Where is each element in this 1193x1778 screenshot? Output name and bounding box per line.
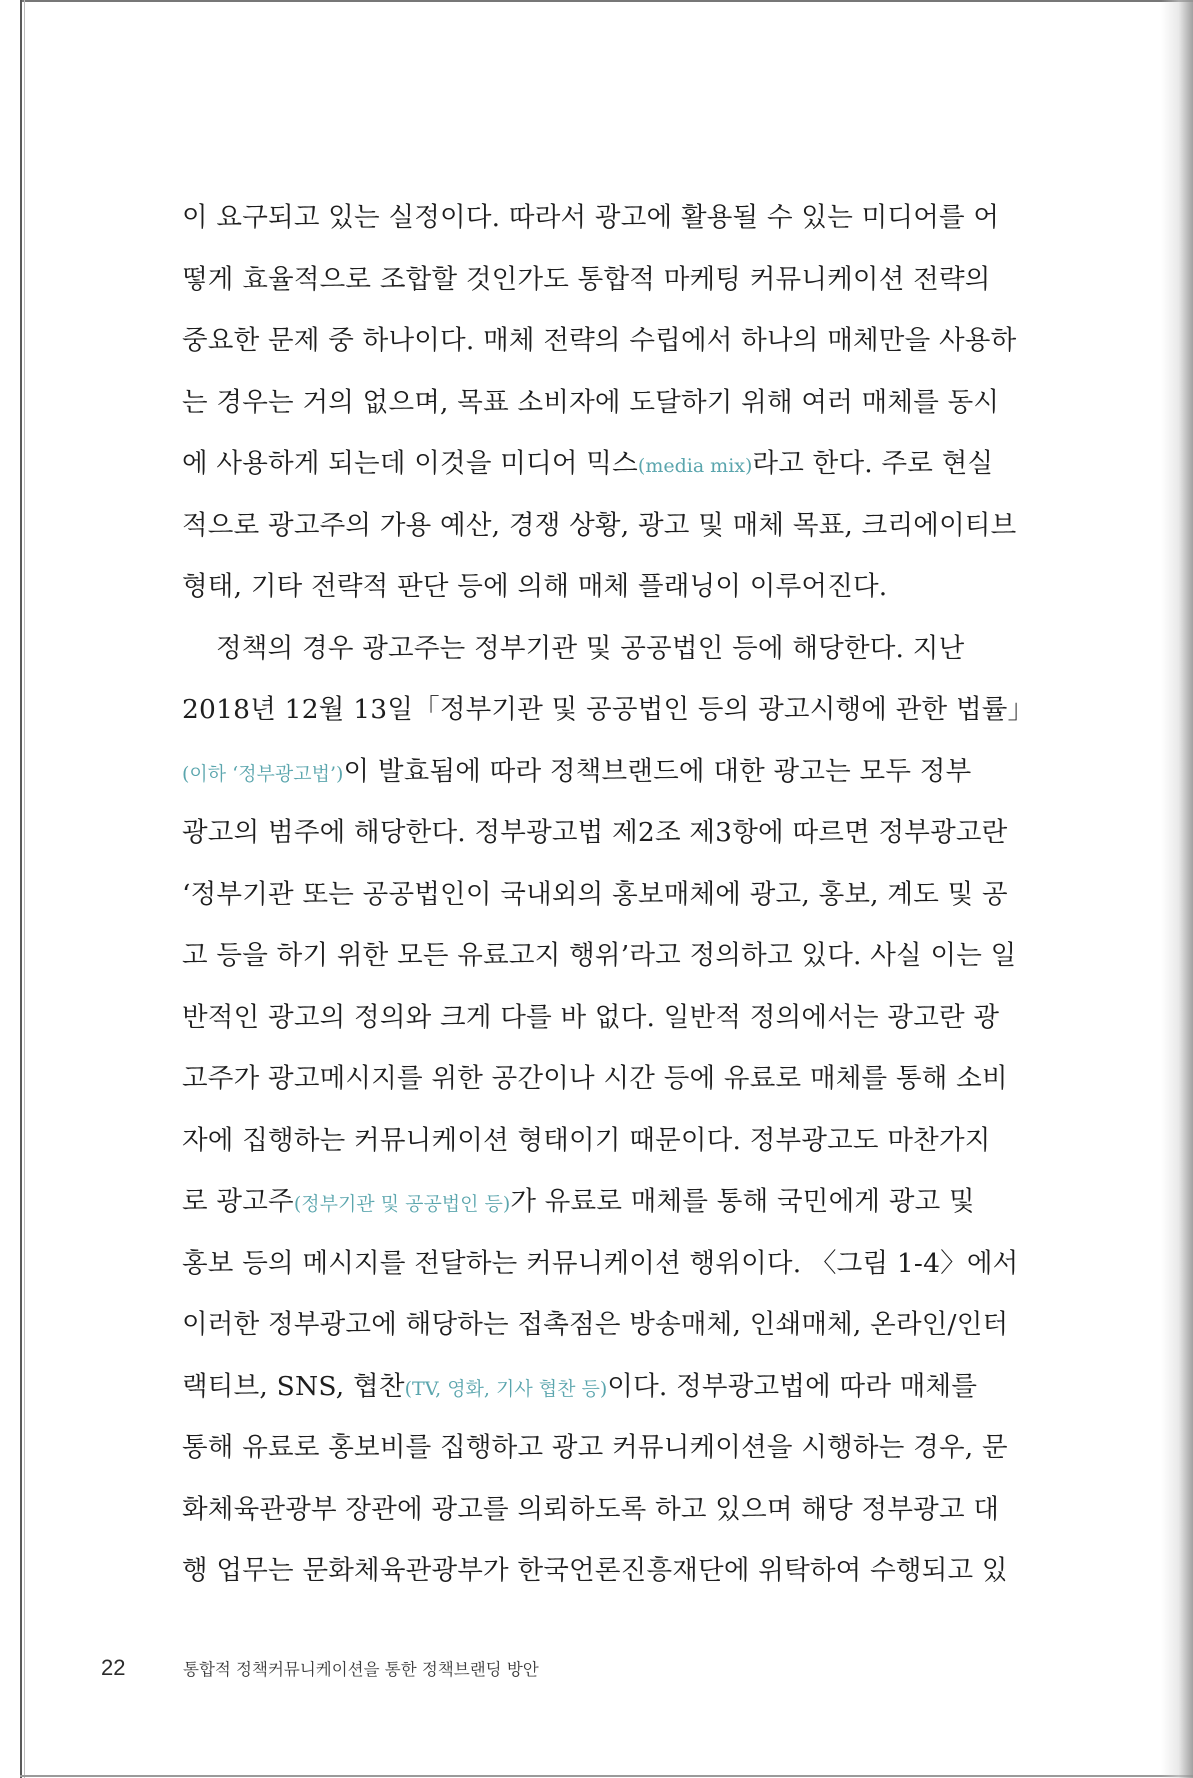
text-line xyxy=(182,372,1000,434)
inline-note: (정부기관 및 공공법인 등) xyxy=(293,1193,511,1215)
page-top-edge xyxy=(20,0,1193,2)
text-segment: 2018년 12월 13일「정부기관 및 공공법인 등의 광고시행에 관한 법률」 xyxy=(182,694,1035,725)
text-segment: 이다. 정부광고법에 따라 매체를 xyxy=(607,1370,978,1402)
text-segment: 는 경우는 거의 없으며, 목표 소비자에 도달하기 위해 여러 매체를 동시 xyxy=(182,386,1000,418)
text-line xyxy=(182,1356,992,1418)
text-segment: 라고 한다. 주로 현실 xyxy=(752,448,994,479)
text-segment: 이 발효됨에 따라 정책브랜드에 대한 광고는 모두 정부 xyxy=(343,755,972,787)
text-segment: 정책의 경우 광고주는 정부기관 및 공공법인 등에 해당한다. 지난 xyxy=(216,632,965,664)
text-segment: ‘정부기관 또는 공공법인이 국내외의 홍보매체에 광고, 홍보, 계도 및 공 xyxy=(182,878,1008,910)
text-line xyxy=(182,1110,992,1172)
text-segment: 가 유료로 매체를 통해 국민에게 광고 및 xyxy=(510,1186,975,1217)
text-segment: 중요한 문제 중 하나이다. 매체 전략의 수립에서 하나의 매체만을 사용하 xyxy=(182,325,1017,356)
page-number: 22 xyxy=(101,1655,126,1680)
inline-note: (이하 ‘정부광고법’) xyxy=(182,762,344,785)
text-segment: 행 업무는 문화체육관광부가 한국언론진흥재단에 위탁하여 수행되고 있 xyxy=(182,1555,1008,1586)
text-line xyxy=(182,556,992,618)
text-segment: 고 등을 하기 위한 모든 유료고지 행위’라고 정의하고 있다. 사실 이는 일 xyxy=(182,940,1017,971)
text-line xyxy=(182,1171,992,1233)
text-line xyxy=(182,741,992,803)
page-bottom-edge xyxy=(20,1775,1193,1777)
text-line xyxy=(182,433,992,495)
text-segment: 반적인 광고의 정의와 크게 다를 바 없다. 일반적 정의에서는 광고란 광 xyxy=(182,1001,1000,1033)
text-segment: 광고의 범주에 해당한다. 정부광고법 제2조 제3항에 따르면 정부광고란 xyxy=(182,817,1008,848)
text-line xyxy=(182,802,1008,864)
running-title: 통합적 정책커뮤니케이션을 통한 정책브랜딩 방안 xyxy=(183,1660,539,1679)
text-line xyxy=(182,864,1008,926)
page-left-edge-inner xyxy=(24,0,25,1778)
inline-note: (media mix) xyxy=(637,455,753,477)
text-line xyxy=(182,310,1017,372)
text-segment: 이 요구되고 있는 실정이다. 따라서 광고에 활용될 수 있는 미디어를 어 xyxy=(182,202,1000,233)
text-line xyxy=(182,987,1000,1049)
page-gutter-shadow xyxy=(1161,0,1193,1778)
text-segment: 적으로 광고주의 가용 예산, 경쟁 상황, 광고 및 매체 목표, 크리에이티브 xyxy=(182,509,1017,541)
text-line xyxy=(182,679,1035,741)
body-text xyxy=(182,187,1035,1602)
page-left-edge xyxy=(20,0,22,1778)
text-line xyxy=(182,187,1000,249)
text-segment: 랙티브, SNS, 협찬 xyxy=(182,1370,405,1402)
text-line xyxy=(182,1479,1000,1541)
text-segment: 화체육관광부 장관에 광고를 의뢰하도록 하고 있으며 해당 정부광고 대 xyxy=(182,1493,1000,1525)
text-segment: 형태, 기타 전략적 판단 등에 의해 매체 플래닝이 이루어진다. xyxy=(182,571,888,602)
text-line xyxy=(182,925,1017,987)
text-segment: 떻게 효율적으로 조합할 것인가도 통합적 마케팅 커뮤니케이션 전략의 xyxy=(182,263,991,295)
inline-note: (TV, 영화, 기사 협찬 등) xyxy=(404,1377,608,1400)
text-segment: 자에 집행하는 커뮤니케이션 형태이기 때문이다. 정부광고도 마찬가지 xyxy=(182,1124,991,1156)
text-segment: 로 광고주 xyxy=(182,1186,294,1217)
text-line xyxy=(182,1417,1008,1479)
text-segment: 이러한 정부광고에 해당하는 접촉점은 방송매체, 인쇄매체, 온라인/인터 xyxy=(182,1309,1009,1340)
text-segment: 홍보 등의 메시지를 전달하는 커뮤니케이션 행위이다. 〈그림 1-4〉에서 xyxy=(182,1247,1019,1279)
text-segment: 통해 유료로 홍보비를 집행하고 광고 커뮤니케이션을 시행하는 경우, 문 xyxy=(182,1432,1008,1463)
text-line xyxy=(182,1233,1019,1295)
text-line xyxy=(182,1048,1008,1110)
text-line xyxy=(182,249,992,311)
text-line xyxy=(182,1294,1009,1356)
text-line xyxy=(182,618,992,680)
page-footer xyxy=(101,1652,539,1684)
text-segment: 고주가 광고메시지를 위한 공간이나 시간 등에 유료로 매체를 통해 소비 xyxy=(182,1063,1008,1094)
text-line xyxy=(182,495,1017,557)
text-line xyxy=(182,1540,1008,1602)
text-segment: 에 사용하게 되는데 이것을 미디어 믹스 xyxy=(182,448,638,479)
